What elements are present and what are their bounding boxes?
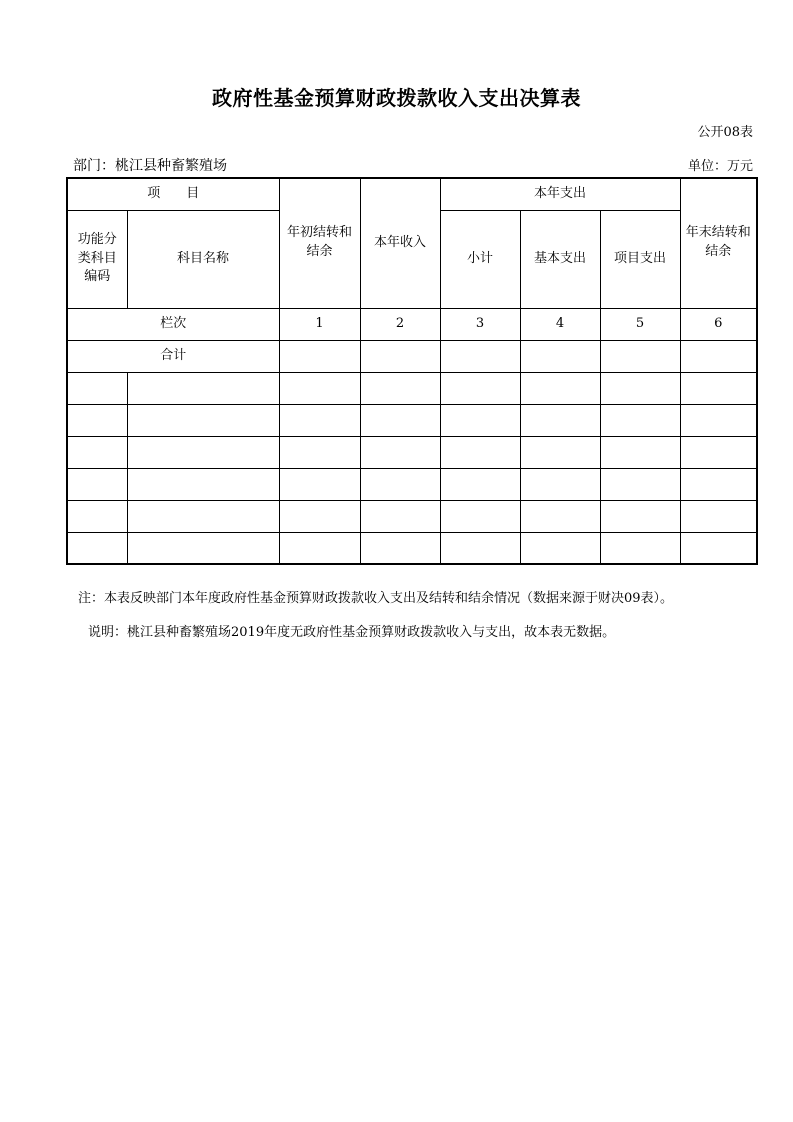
table-cell: [520, 500, 600, 532]
form-code: 公开08表: [697, 125, 753, 140]
table-cell: [127, 468, 279, 500]
table-cell: [360, 532, 440, 564]
table-cell: [680, 468, 757, 500]
table-cell: [279, 532, 360, 564]
column-number: 6: [680, 308, 757, 340]
header-func-code: 功能分类科目编码: [67, 210, 127, 308]
column-number: 5: [600, 308, 680, 340]
table-cell: [279, 500, 360, 532]
table-cell: [600, 340, 680, 372]
table-cell: [279, 436, 360, 468]
table-cell: [440, 532, 520, 564]
table-cell: [279, 340, 360, 372]
column-number: 4: [520, 308, 600, 340]
table-cell: [279, 404, 360, 436]
table-cell: [360, 372, 440, 404]
header-end-balance: 年末结转和结余: [680, 178, 757, 308]
total-row: [67, 340, 757, 372]
header-item: 项 目: [67, 178, 279, 210]
table-cell: [127, 500, 279, 532]
table-cell: [680, 436, 757, 468]
header-begin-balance: 年初结转和结余: [279, 178, 360, 308]
table-cell: [360, 436, 440, 468]
table-cell: [127, 436, 279, 468]
header-expense-group: 本年支出: [440, 178, 680, 210]
table-cell: [520, 404, 600, 436]
table-row: [67, 372, 757, 404]
header-income: 本年收入: [360, 178, 440, 308]
page-title: 政府性基金预算财政拨款收入支出决算表: [212, 86, 581, 110]
column-number-row: [67, 308, 757, 340]
header-subtotal: 小计: [440, 210, 520, 308]
table-note: 注：本表反映部门本年度政府性基金预算财政拨款收入支出及结转和结余情况（数据来源于财决09表）。: [78, 591, 674, 606]
table-row: [67, 436, 757, 468]
table-cell: [680, 340, 757, 372]
table-cell: [67, 436, 127, 468]
table-cell: [127, 532, 279, 564]
table-cell: [440, 340, 520, 372]
header-row-1: [67, 178, 757, 210]
table-row: [67, 500, 757, 532]
column-number-label: 栏次: [67, 308, 279, 340]
table-cell: [520, 468, 600, 500]
header-subject-name: 科目名称: [127, 210, 279, 308]
department-label: 部门：桃江县种畜繁殖场: [73, 158, 227, 174]
table-cell: [440, 436, 520, 468]
fund-budget-table: [66, 177, 758, 565]
table-cell: [67, 500, 127, 532]
table-cell: [440, 404, 520, 436]
table-row: [67, 468, 757, 500]
table-cell: [520, 532, 600, 564]
table-cell: [67, 404, 127, 436]
table-cell: [680, 500, 757, 532]
table-cell: [520, 436, 600, 468]
table-cell: [600, 532, 680, 564]
table-cell: [127, 404, 279, 436]
table-cell: [279, 468, 360, 500]
column-number: 2: [360, 308, 440, 340]
table-cell: [440, 468, 520, 500]
table-explanation: 说明：桃江县种畜繁殖场2019年度无政府性基金预算财政拨款收入与支出，故本表无数据。: [88, 625, 616, 640]
table-cell: [600, 500, 680, 532]
column-number: 1: [279, 308, 360, 340]
header-project: 项目支出: [600, 210, 680, 308]
table-cell: [440, 372, 520, 404]
table-cell: [600, 372, 680, 404]
table-cell: [680, 372, 757, 404]
table-cell: [67, 468, 127, 500]
table-cell: [600, 468, 680, 500]
header-basic: 基本支出: [520, 210, 600, 308]
column-number: 3: [440, 308, 520, 340]
table-cell: [520, 372, 600, 404]
table-row: [67, 532, 757, 564]
table-cell: [67, 372, 127, 404]
table-cell: [360, 500, 440, 532]
total-label: 合计: [67, 340, 279, 372]
table-cell: [360, 404, 440, 436]
table-cell: [680, 404, 757, 436]
table-row: [67, 404, 757, 436]
table-cell: [520, 340, 600, 372]
unit-label: 单位：万元: [687, 159, 753, 174]
table-cell: [600, 436, 680, 468]
table-cell: [680, 532, 757, 564]
table-cell: [440, 500, 520, 532]
table-cell: [360, 468, 440, 500]
table-cell: [360, 340, 440, 372]
table-cell: [279, 372, 360, 404]
table-cell: [67, 532, 127, 564]
table-cell: [127, 372, 279, 404]
table-cell: [600, 404, 680, 436]
